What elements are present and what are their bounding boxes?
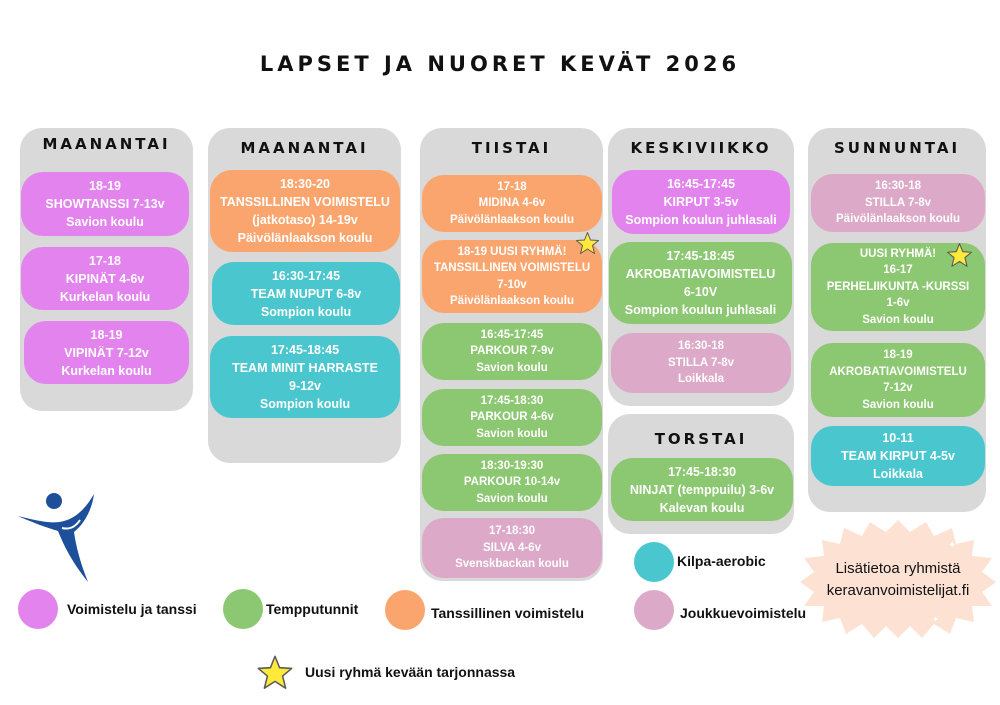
group-name: PARKOUR 4-6v	[470, 411, 554, 424]
group-location: Svenskbackan koulu	[455, 558, 569, 571]
group-time: 16:45-17:45	[480, 328, 544, 341]
info-line: Lisätietoa ryhmistä	[835, 560, 961, 577]
group-name: STILLA 7-8v	[667, 356, 735, 369]
group-card[interactable]	[422, 389, 602, 446]
group-name: KIRPUT 3-5v	[663, 195, 739, 209]
group-time: 18-19	[90, 327, 123, 342]
svg-text:✦: ✦	[948, 540, 957, 551]
legend-label-joukkuevoimistelu: Joukkuevoimistelu	[680, 605, 807, 621]
group-card[interactable]	[422, 518, 602, 578]
group-name: VIPINÄT 7-12v	[64, 345, 149, 360]
group-time: 16:45-17:45	[666, 177, 736, 191]
group-location: Sompion koulun juhlasali	[625, 213, 777, 227]
group-card[interactable]	[609, 242, 792, 324]
group-time: 18-19 UUSI RYHMÄ!	[457, 245, 567, 258]
group-location: Päivölänlaakson koulu	[450, 213, 574, 226]
group-age: 7-10v	[497, 278, 527, 291]
star-icon	[256, 654, 294, 692]
group-location: Kalevan koulu	[659, 500, 745, 515]
group-location: Päivölänlaakson koulu	[836, 213, 960, 226]
group-card[interactable]	[611, 333, 791, 393]
svg-text:✦: ✦	[932, 615, 939, 624]
legend-label-tanssillinen-voimistelu: Tanssillinen voimistelu	[431, 605, 585, 621]
page-title: LAPSET JA NUORET KEVÄT 2026	[259, 52, 741, 76]
info-text	[812, 558, 984, 602]
group-location: Savion koulu	[66, 215, 144, 229]
legend-swatch-joukkuevoimistelu	[634, 590, 674, 630]
info-website-link[interactable]: keravanvoimistelijat.fi	[826, 582, 970, 599]
group-time: 17:45-18:45	[666, 249, 735, 263]
group-name: KIPINÄT 4-6v	[65, 271, 145, 286]
group-name: TEAM NUPUT 6-8v	[250, 286, 362, 301]
group-time: 10-11	[882, 431, 914, 445]
group-time: 18:30-19:30	[480, 459, 544, 472]
legend-swatch-kilpa-aerobic	[634, 542, 674, 582]
legend-swatch-tanssillinen-voimistelu	[385, 590, 425, 630]
group-level: (jatkotaso) 14-19v	[252, 213, 358, 227]
group-card[interactable]	[811, 426, 985, 486]
legend-label-tempputunnit: Tempputunnit	[266, 601, 359, 617]
group-time: 17-18:30	[488, 525, 536, 538]
star-icon	[575, 231, 600, 256]
group-card[interactable]	[422, 175, 602, 232]
group-name: TEAM KIRPUT 4-5v	[841, 449, 955, 463]
legend-label-new-group: Uusi ryhmä kevään tarjonnassa	[305, 664, 516, 680]
group-card[interactable]	[21, 172, 189, 236]
group-location: Sompion koulu	[260, 304, 352, 319]
group-age: 6-10V	[683, 285, 718, 299]
group-new-label: UUSI RYHMÄ!	[859, 247, 937, 260]
group-name: TANSSILLINEN VOIMISTELU	[220, 195, 390, 209]
group-name: STILLA 7-8v	[864, 196, 932, 209]
star-icon	[946, 242, 973, 269]
group-card[interactable]	[210, 170, 400, 252]
legend-swatch-tempputunnit	[223, 589, 263, 629]
group-card[interactable]	[611, 458, 793, 521]
group-location: Savion koulu	[476, 361, 548, 374]
group-name: TEAM MINIT HARRASTE	[232, 361, 378, 375]
group-name: NINJAT (temppuilu) 3-6v	[629, 482, 775, 497]
group-time: 16:30-18	[874, 180, 922, 193]
group-card[interactable]	[811, 174, 985, 232]
group-age: 7-12v	[883, 382, 913, 394]
group-card[interactable]	[212, 262, 400, 325]
group-time: 17:45-18:30	[667, 464, 737, 479]
group-location: Savion koulu	[862, 398, 934, 411]
gymnast-logo-icon	[14, 488, 102, 584]
group-location: Savion koulu	[476, 492, 548, 505]
group-card[interactable]	[811, 343, 985, 417]
group-time: 16:30-18	[677, 340, 725, 353]
day-heading: TIISTAI	[471, 139, 552, 157]
group-card[interactable]	[422, 323, 602, 380]
group-card[interactable]	[24, 321, 189, 384]
day-heading: KESKIVIIKKO	[630, 139, 772, 157]
legend-label-voimistelu-ja-tanssi: Voimistelu ja tanssi	[67, 601, 197, 617]
group-time: 16-17	[883, 264, 913, 277]
group-location: Kurkelan koulu	[59, 289, 151, 304]
group-time: 17:45-18:30	[480, 394, 544, 407]
group-time: 18-19	[883, 349, 913, 361]
group-name: MIDINA 4-6v	[478, 197, 546, 210]
group-name: SILVA 4-6v	[483, 541, 541, 554]
group-name: PERHELIIKUNTA -KURSSI	[826, 280, 970, 293]
legend-swatch-voimistelu-ja-tanssi	[18, 589, 58, 629]
group-location: Loikkala	[872, 467, 924, 481]
group-age: 1-6v	[886, 297, 910, 310]
day-heading: MAANANTAI	[42, 135, 171, 153]
group-time: 17:45-18:45	[270, 343, 340, 357]
group-time: 18-19	[89, 179, 121, 193]
day-heading: MAANANTAI	[240, 139, 369, 157]
group-name: PARKOUR 10-14v	[463, 476, 561, 489]
group-card[interactable]	[422, 454, 602, 511]
group-location: Päivölänlaakson koulu	[237, 231, 373, 245]
group-name: PARKOUR 7-9v	[470, 345, 554, 358]
group-name: AKROBATIAVOIMISTELU	[625, 267, 776, 281]
day-heading: SUNNUNTAI	[833, 139, 961, 157]
group-location: Savion koulu	[862, 313, 934, 326]
group-card[interactable]	[612, 170, 790, 234]
group-location: Kurkelan koulu	[61, 363, 152, 378]
group-name: AKROBATIAVOIMISTELU	[829, 365, 967, 378]
group-location: Sompion koulu	[259, 397, 351, 411]
group-age: 9-12v	[289, 379, 321, 393]
group-time: 18:30-20	[279, 177, 331, 191]
group-card[interactable]	[210, 336, 400, 418]
group-name: TANSSILLINEN VOIMISTELU	[433, 262, 591, 274]
group-card[interactable]	[21, 247, 189, 310]
group-time: 16:30-17:45	[271, 268, 341, 283]
group-name: SHOWTANSSI 7-13v	[45, 197, 165, 211]
group-location: Loikkala	[677, 373, 725, 386]
group-time: 17-18	[89, 253, 121, 268]
group-location: Savion koulu	[476, 427, 548, 440]
group-location: Sompion koulun juhlasali	[624, 303, 777, 317]
legend-label-kilpa-aerobic: Kilpa-aerobic	[677, 553, 766, 569]
day-heading: TORSTAI	[654, 430, 748, 448]
group-location: Päivölänlaakson koulu	[450, 295, 574, 307]
group-time: 17-18	[497, 180, 527, 193]
